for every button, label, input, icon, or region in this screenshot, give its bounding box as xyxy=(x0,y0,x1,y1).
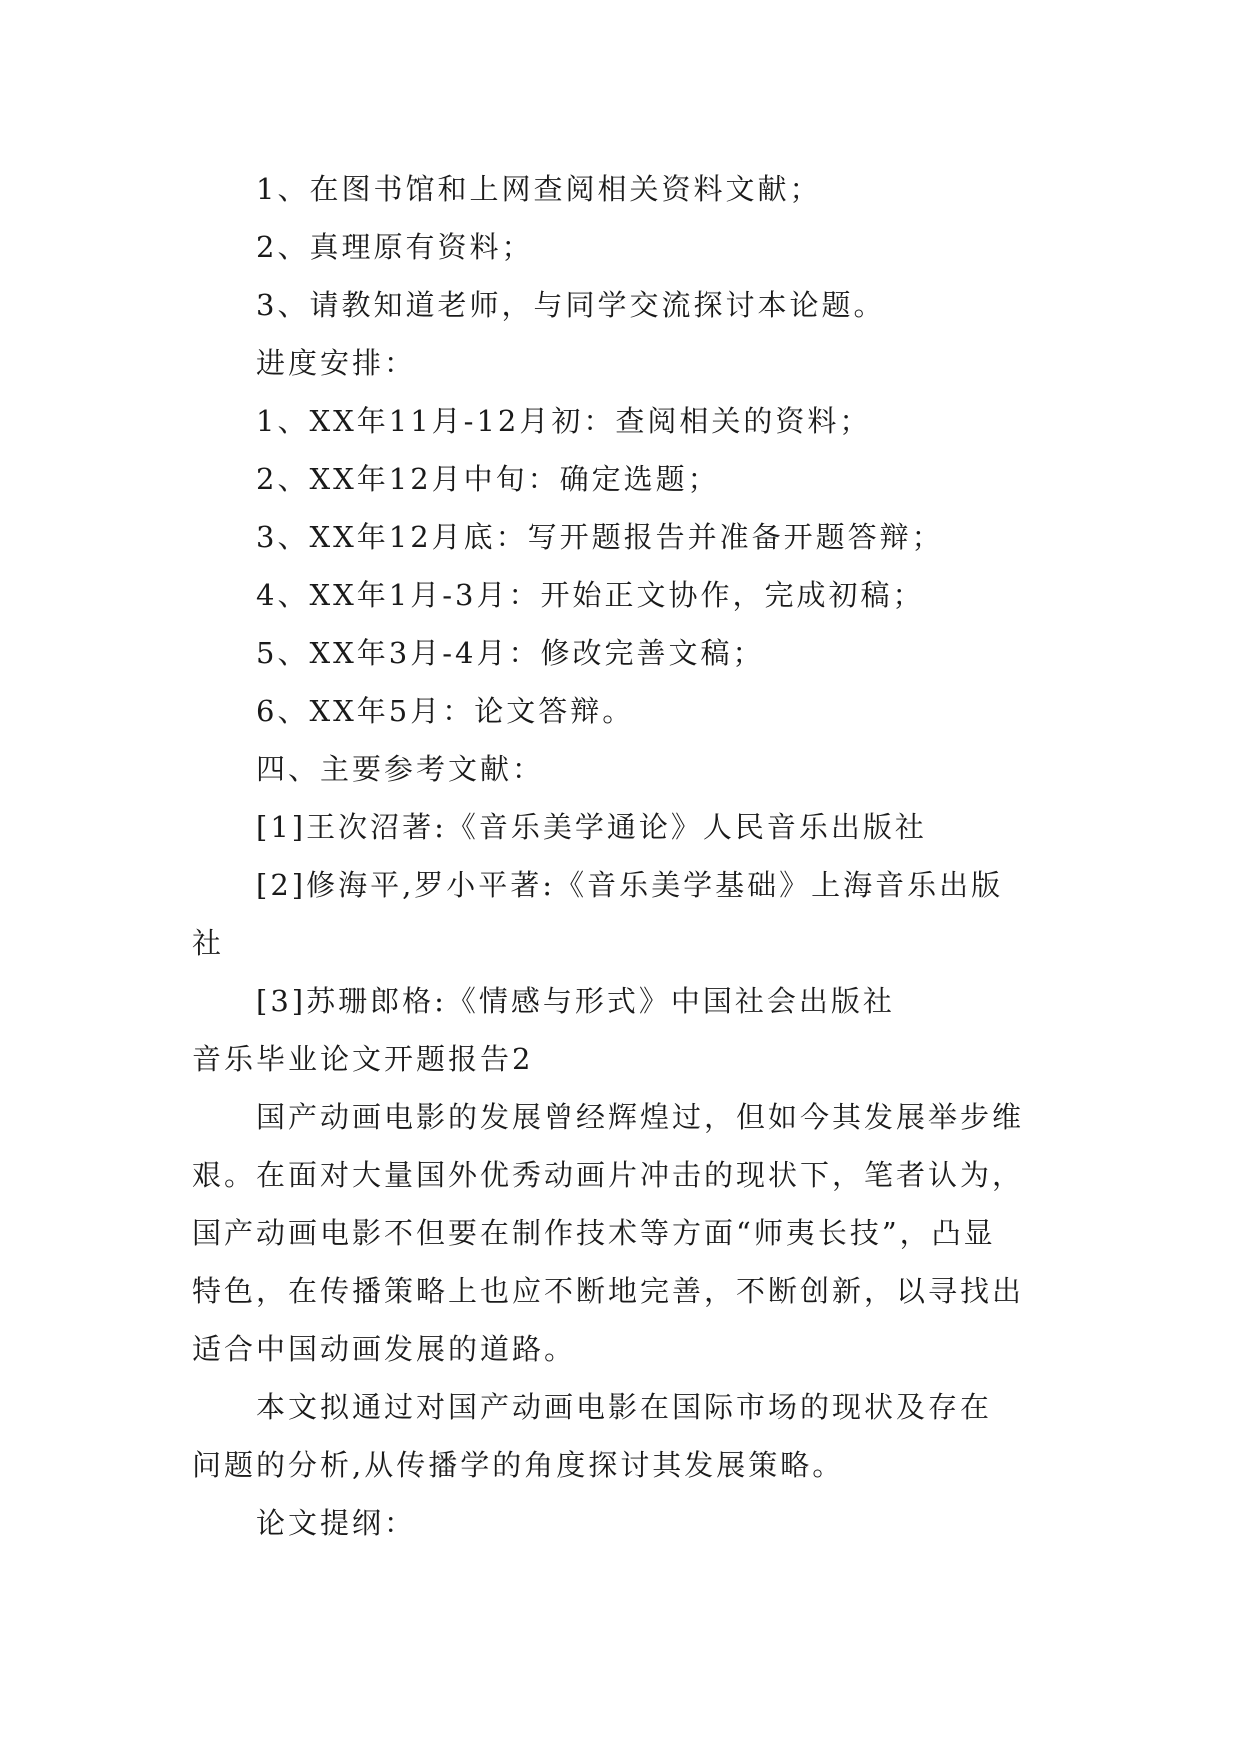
schedule-item-5: 5、XX年3月-4月：修改完善文稿； xyxy=(256,636,765,670)
paragraph-1 xyxy=(192,1088,1052,1378)
reference-2-line-1: [2]修海平,罗小平著:《音乐美学基础》上海音乐出版 xyxy=(256,868,1004,902)
document-page xyxy=(192,160,1052,1552)
paragraph-1-line: 特色，在传播策略上也应不断地完善，不断创新，以寻找出 xyxy=(192,1274,1025,1308)
paragraph-1-line: 适合中国动画发展的道路。 xyxy=(192,1332,577,1366)
schedule-item-2: 2、XX年12月中旬：确定选题； xyxy=(256,462,720,496)
outline-heading: 论文提纲： xyxy=(256,1506,417,1540)
schedule-item-4: 4、XX年1月-3月：开始正文协作，完成初稿； xyxy=(256,578,925,612)
method-item-2: 2、真理原有资料； xyxy=(256,230,534,264)
method-item-3: 3、请教知道老师，与同学交流探讨本论题。 xyxy=(256,288,886,322)
paragraph-1-line: 国产动画电影不但要在制作技术等方面“师夷长技”，凸显 xyxy=(192,1216,996,1250)
schedule-heading: 进度安排： xyxy=(256,346,417,380)
references-heading: 四、主要参考文献： xyxy=(256,752,545,786)
method-item-1: 1、在图书馆和上网查阅相关资料文献； xyxy=(256,172,822,206)
schedule-item-6: 6、XX年5月：论文答辩。 xyxy=(256,694,635,728)
paragraph-2-line: 本文拟通过对国产动画电影在国际市场的现状及存在 xyxy=(256,1390,993,1424)
section-title: 音乐毕业论文开题报告2 xyxy=(192,1042,534,1076)
reference-3: [3]苏珊郎格:《情感与形式》中国社会出版社 xyxy=(256,984,895,1018)
reference-2-line-2: 社 xyxy=(192,926,225,960)
paragraph-2-line: 问题的分析,从传播学的角度探讨其发展策略。 xyxy=(192,1448,845,1482)
reference-1: [1]王次沼著:《音乐美学通论》人民音乐出版社 xyxy=(256,810,927,844)
schedule-item-3: 3、XX年12月底：写开题报告并准备开题答辩； xyxy=(256,520,944,554)
paragraph-1-line: 艰。在面对大量国外优秀动画片冲击的现状下，笔者认为， xyxy=(192,1158,1025,1192)
paragraph-1-line: 国产动画电影的发展曾经辉煌过，但如今其发展举步维 xyxy=(256,1100,1025,1134)
paragraph-2 xyxy=(192,1378,1052,1494)
schedule-item-1: 1、XX年11月-12月初：查阅相关的资料； xyxy=(256,404,872,438)
